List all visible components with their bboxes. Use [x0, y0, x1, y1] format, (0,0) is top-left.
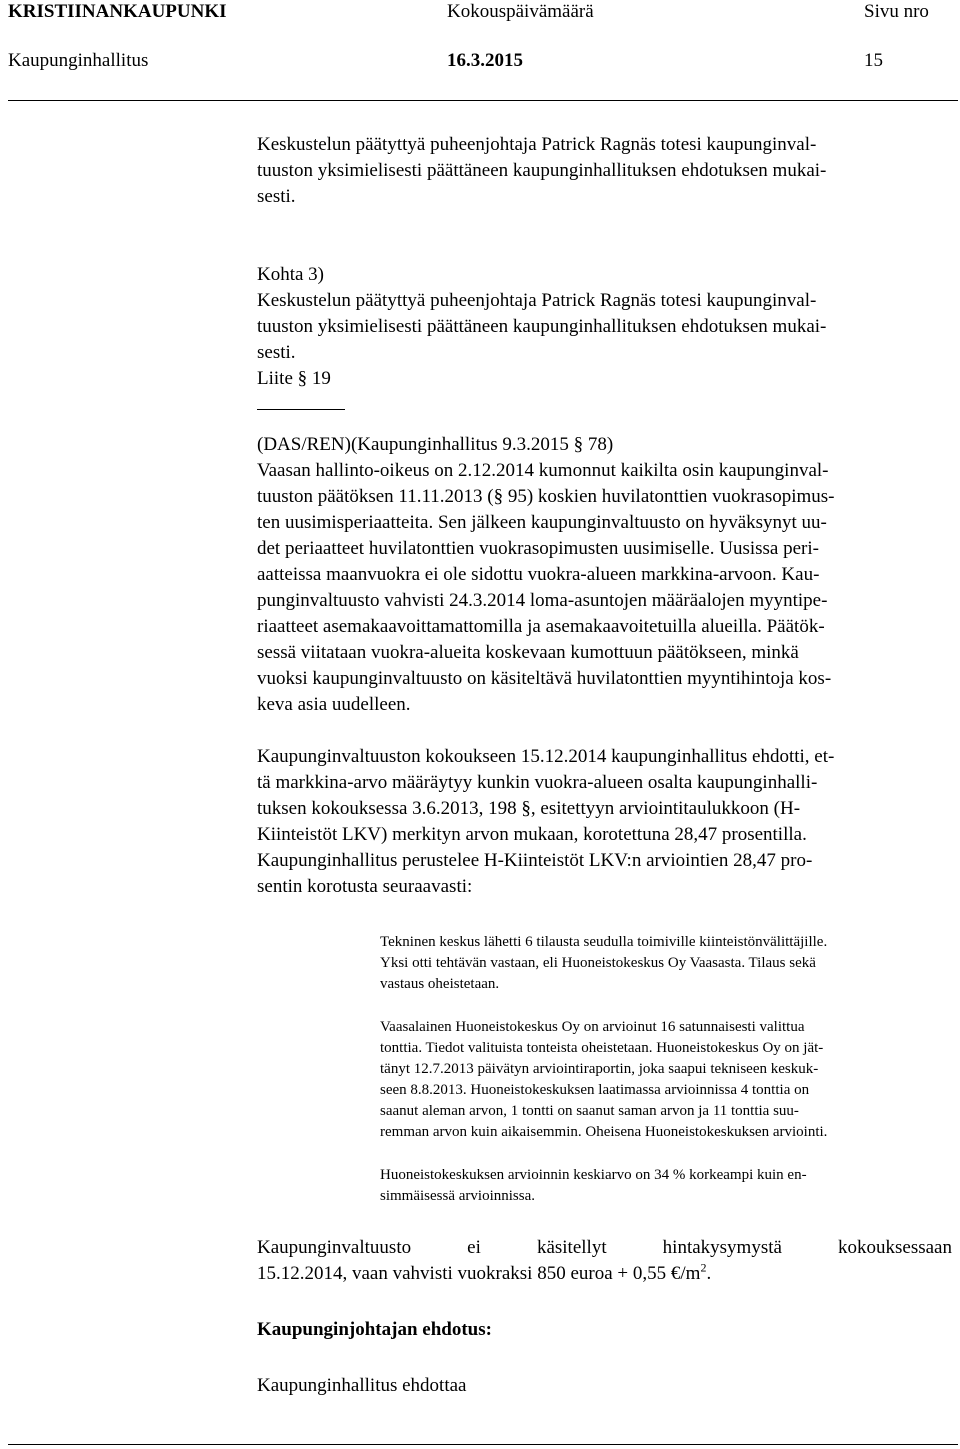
body-name: Kaupunginhallitus — [8, 50, 149, 71]
meeting-date-label: Kokouspäivämäärä — [447, 1, 594, 22]
superscript-2: 2 — [700, 1260, 707, 1275]
attachment-reference: Liite § 19 — [257, 368, 331, 389]
signature-rule — [257, 393, 345, 410]
page-number: 15 — [864, 50, 883, 71]
meeting-date: 16.3.2015 — [447, 50, 523, 71]
page-number-label: Sivu nro — [864, 1, 929, 22]
proposal-text: Kaupunginhallitus ehdottaa — [257, 1375, 467, 1396]
paragraph-decision-1: Keskustelun päätyttyä puheenjohtaja Patrick Ragnäs totesi kaupunginval- tuuston yksimielisesti päättäneen kaupunginhallituksen ehdotuksen mukai- sesti. — [257, 134, 827, 207]
document-body — [257, 132, 952, 1399]
paragraph-background: (DAS/REN)(Kaupunginhallitus 9.3.2015 § 78) Vaasan hallinto-oikeus on 2.12.2014 kumonnut kaikilta osin kaupunginval- tuuston päätöksen 11.11.2013 (§ 95) koskien huvilatonttien vuokrasopimus- ten uusimisperiaatteita. Sen jälkeen kaupunginvaltuusto on hyväksynyt uu- det periaatteet huvilatonttien vuokrasopimusten uusimiselle. Uusissa peri- aatteissa maanvuokra ei ole sidottu vuokra-alueen markkina-arvoon. Kau- punginvaltuusto vahvisti 24.3.2014 loma-asuntojen määräalojen myyntipe- riaatteet asemakaavoittamattomilla ja asemakaavoitetuilla alueilla. Päätök- sessä viitataan vuokra-alueita koskevaan kumottuun päätökseen, minkä vuoksi kaupunginvaltuusto on käsiteltävä huvilatonttien myyntihintoja kos- keva asia uudelleen. — [257, 432, 952, 718]
proposal-heading: Kaupunginjohtajan ehdotus: — [257, 1319, 492, 1340]
quote-paragraph-3: Huoneistokeskuksen arvioinnin keskiarvo on 34 % korkeampi kuin en- simmäisessä arvioinnissa. — [380, 1167, 807, 1204]
section-title: Kohta 3) — [257, 264, 325, 285]
case-reference: (DAS/REN)(Kaupunginhallitus 9.3.2015 § 78) — [257, 434, 614, 455]
quoted-justification — [123, 932, 952, 1207]
paragraph-section-3: Kohta 3) Keskustelun päätyttyä puheenjohtaja Patrick Ragnäs totesi kaupunginval- tuuston yksimielisesti päättäneen kaupunginhallituksen ehdotuksen mukai- sesti. Liite § 19 — [257, 262, 952, 418]
quote-paragraph-1: Tekninen keskus lähetti 6 tilausta seudulla toimiville kiinteistönvälittäjille. Yksi otti tehtävän vastaan, eli Huoneistokeskus Oy Vaasasta. Tilaus sekä vastaus oheistetaan. — [380, 934, 828, 992]
quote-paragraph-2: Vaasalainen Huoneistokeskus Oy on arvioinut 16 satunnaisesti valittua tonttia. Tiedot valituista tonteista oheistetaan. Huoneistokeskus Oy on jät- tänyt 12.7.2013 päivätyn arviointiraportin, joka saapui tekniseen keskuk- seen 8.8.2013. Huoneistokeskuksen laatimassa arvioinnissa 4 tonttia on saanut aleman arvon, 1 tontti on saanut saman arvon ja 11 tonttia suu- remman arvon kuin aikaisemmin. Oheisena Huoneistokeskuksen arviointi. — [380, 1019, 828, 1140]
footer-divider — [8, 1444, 958, 1445]
header-divider — [8, 100, 958, 101]
organization-name: KRISTIINANKAUPUNKI — [8, 1, 227, 22]
paragraph-proposal-history: Kaupunginvaltuuston kokoukseen 15.12.2014 kaupunginhallitus ehdotti, et- tä markkina-arvo määräytyy kunkin vuokra-alueen osalta kaupunginhalli- tuksen kokouksessa 3.6.2013, 198 §, esitettyyn arviointitaulukkoon (H- Kiinteistöt LKV) merkityn arvon mukaan, korotettuna 28,47 prosentilla. Kaupunginhallitus perustelee H-Kiinteistöt LKV:n arviointien 28,47 pro- sentin korotusta seuraavasti: — [257, 746, 835, 897]
paragraph-rent-decision: Kaupunginvaltuusto ei käsitellyt hintakysymystä kokouksessaan 15.12.2014, vaan vahvisti vuokraksi 850 euroa + 0,55 $€/m^2$. — [257, 1237, 952, 1284]
